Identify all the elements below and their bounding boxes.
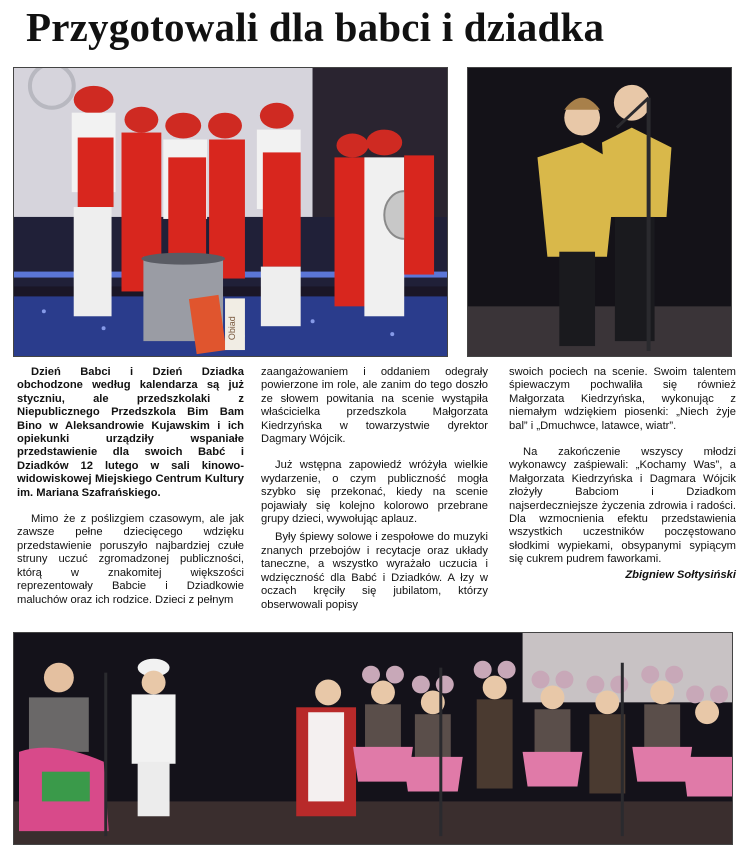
article-column-3 xyxy=(509,366,736,582)
article-paragraph: Na zakończenie wszyscy młodzi wykonawcy zaśpiewali: „Kochamy Was”, a Małgorzata Kiedrzyńska i Dagmara Wójcik złożyły Babciom i Dziadkom najserdeczniejsze życzenia zdrowia i radości. Dla wzmocnienia efektu przedstawienia wszystkich uczestników poczęstowano słodkimi wypiekami, obsypanymi sypiącym się cukrem pudrem faworkami. xyxy=(509,446,736,566)
photo-children-cooks xyxy=(13,67,448,357)
article-paragraph: zaangażowaniem i oddaniem odegrały powierzone im role, ale zanim do tego doszło ze słowem powitania na scenie wystąpiła właścicielka przedszkola Małgorzata Kiedrzyńska w towarzystwie dyrektor Dagmary Wójcik. xyxy=(261,366,488,446)
photo-stage-performance xyxy=(13,632,733,845)
cooks-sign-text: Obiad xyxy=(226,316,237,341)
article-column-1 xyxy=(17,366,244,620)
headline: Przygotowali dla babci i dziadka xyxy=(26,4,605,50)
photo-children-microphone xyxy=(467,67,732,357)
article-paragraph: Były śpiewy solowe i zespołowe do muzyki znanych przebojów i recytacje oraz układy taneczne, a wszystko wyrażało uczucia i wdzięczność dla Babć i Dziadków. A łzy w oczach kręciły się jubilatom, którzy obserwowali popisy xyxy=(261,531,488,611)
article-column-2 xyxy=(261,366,488,625)
article-lead: Dzień Babci i Dzień Dziadka obchodzone według kalendarza są już styczniu, ale przedszkolaki z Niepublicznego Przedszkola Bim Bam Bino w Aleksandrowie Kujawskim i ich opiekunki urządziły wspaniałe przedstawienie dla swoich Babć i Dziadków 12 lutego w sali kinowo-widowiskowej Miejskiego Centrum Kultury im. Mariana Szafrańskiego. xyxy=(17,366,244,499)
author-signature: Zbigniew Sołtysiński xyxy=(625,568,736,581)
photo-microphone-image xyxy=(468,68,731,356)
article-paragraph: swoich pociech na scenie. Swoim talentem śpiewaczym pochwaliła się również Małgorzata Kiedrzyńska, wykonując z niemałym wdziękiem piosenki: „Niech żyje bal” i „Dmuchwce, latawce, wiatr”. xyxy=(509,366,736,432)
photo-stage-image xyxy=(14,633,732,844)
article-paragraph: Już wstępna zapowiedź wróżyła wielkie wydarzenie, o czym publiczność mogła szybko się przekonać, kiedy na scenie pojawiały się kolejno kolorowo przebrane grupy dzieci, wywołując aplauz. xyxy=(261,459,488,526)
photo-cooks-image xyxy=(14,68,447,356)
article-paragraph: Mimo że z poślizgiem czasowym, ale jak zawsze pełne dziecięcego wdzięku przedstawienie poruszyło najbardziej czułe struny uczuć zgromadzonej publiczności, którą w znakomitej większości reprezentowały Babcie i Dziadkowie maluchów oraz ich rodzice. Dzieci z pełnym xyxy=(17,513,244,606)
